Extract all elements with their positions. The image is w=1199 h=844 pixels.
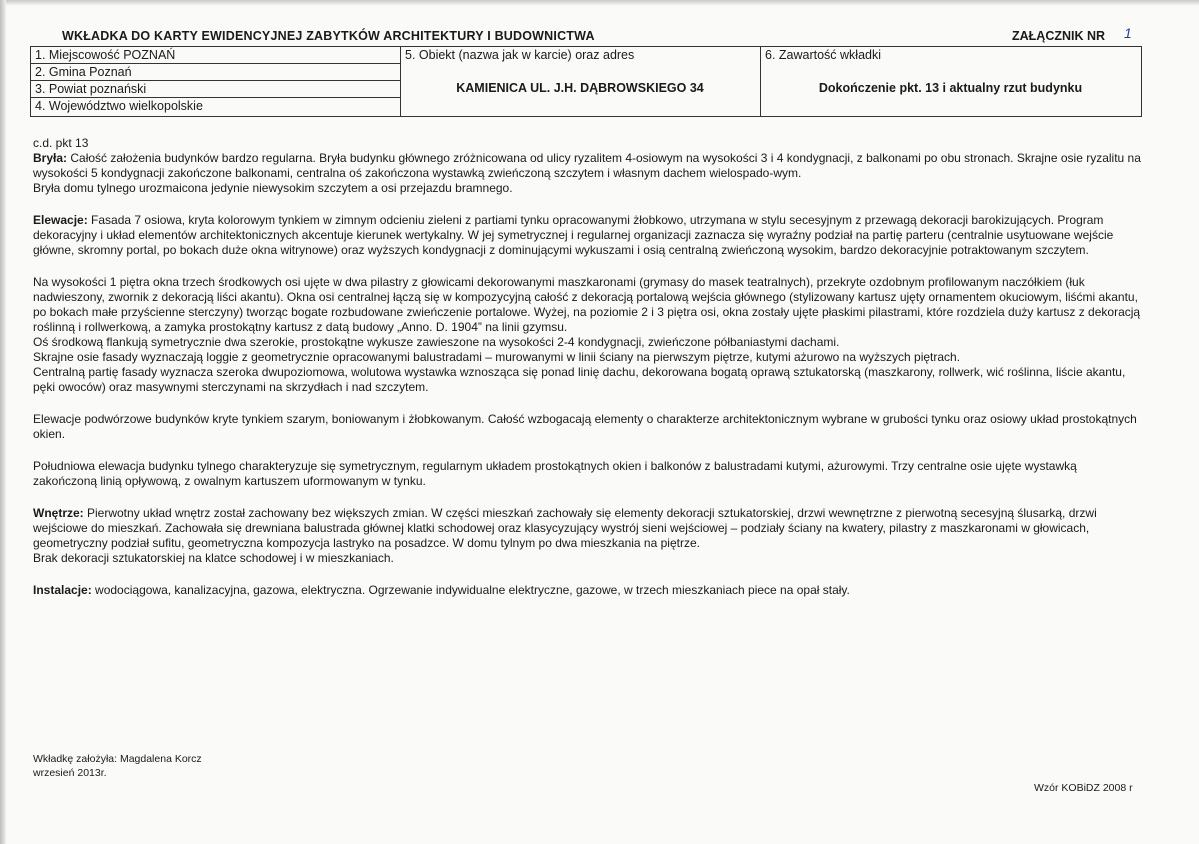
attachment-label: ZAŁĄCZNIK NR [1012,29,1106,43]
elewacje-text: Fasada 7 osiowa, kryta kolorowym tynkiem w zimnym odcieniu zieleni z partiami tynku opracowanymi żłobkowo, utrzymana w stylu secesyjnym z przewagą dekoracji barokizujących. Program dekoracyjny i układ elementów architektonicznych akcentuje kierunek wertykalny. W jej symetrycznej i regularnej organizacji zaznacza się wyraźny podział na partię parteru (centralnie usytuowane wejście główne, skromny portal, po bokach duże okna witrynowe) oraz wyższych kondygnacji z dominującymi wykuszami i osią centralną zwieńczoną wysokim, bardzo dekoracyjnie potraktowanym szczytem. [33,213,1114,257]
instalacje-heading: Instalacje: [33,583,92,597]
object-column [400,47,761,116]
form-table [30,46,1142,117]
footer-date: wrzesień 2013r. [33,767,107,779]
wnetrze-heading: Wnętrze: [33,506,84,520]
scan-edge-shadow [0,0,6,844]
object-label: 5. Obiekt (nazwa jak w karcie) oraz adres [405,48,635,62]
continuation-note: c.d. pkt 13 [33,136,89,150]
central-axis-paragraph: Oś środkową flankują symetrycznie dwa szerokie, prostokątne wykusze zawieszone na wysokości 2-4 kondygnacji, zwieńczone półbaniastymi dachami. [33,335,840,349]
object-value: KAMIENICA UL. J.H. DĄBROWSKIEGO 34 [456,81,704,95]
instalacje-text: wodociągowa, kanalizacyjna, gazowa, elektryczna. Ogrzewanie indywidualne elektryczne, gazowe, w trzech mieszkaniach piece na opał stały. [91,583,850,597]
first-floor-paragraph: Na wysokości 1 piętra okna trzech środkowych osi ujęte w dwa pilastry z głowicami dekorowanymi maszkaronami (grymasy do masek teatralnych), przekryte ozdobnym profilowanym naczółkiem (łuk nadwieszony, zwornik z dekoracją liści akantu). Okna osi centralnej łączą się w kompozycyjną całość z dekoracją portalową wejścia głównego (stylizowany kartusz ujęty ornamentem okuciowym, liśćmi akantu, po bokach małe przyścienne sterczyny) tworząc bogate rozbudowane zwieńczenie portalowe. Wyżej, na poziomie 2 i 3 piętra osi, okna zostały ujęte płaskimi pilastrami, które rozdziela duży kartusz z dekoracją roślinną i rollwerkową, a zamyka prostokątny kartusz z datą budowy „Anno. D. 1904” na linii gzymsu. [33,275,1141,334]
footer-author: Wkładkę założyła: Magdalena Korcz [33,753,202,765]
instalacje-paragraph [33,583,1143,598]
location-row-commune: 2. Gmina Poznań [31,64,400,81]
document-body [33,136,1143,598]
courtyard-elevation-paragraph: Elewacje podwórzowe budynków kryte tynkiem szarym, boniowanym i żłobkowanym. Całość wzbogacają elementy o charakterze architektonicznym wybrane w grubości tynku oraz osiowy układ prostokątnych okien. [33,412,1137,441]
bryla-heading: Bryła: [33,151,68,165]
south-elevation-paragraph: Południowa elewacja budynku tylnego charakteryzuje się symetrycznym, regularnym układem prostokątnych okien i balkonów z balustradami kutymi, ażurowymi. Trzy centralne osie ujęte wystawką zakończoną linią opływową, z owalnym kartuszem uformowanym w tynku. [33,459,1077,488]
bryla-paragraph [33,151,1143,181]
bryla-text: Całość założenia budynków bardzo regularna. Bryła budynku głównego zróżnicowana od ulicy ryzalitem 4-osiowym na wysokości 3 i 4 kondygnacji, z balkonami po obu stronach. Skrajne osie ryzalitu na wysokości 5 kondygnacji zakończone balkonami, centralna oś zakończona wystawką zwieńczoną szczytem i własnym dachem wielospado-wym. [33,151,1141,180]
location-row-county: 3. Powiat poznański [31,81,400,98]
location-row-city: 1. Miejscowość POZNAŃ [31,47,400,64]
scan-top-shadow [0,0,1199,6]
content-label: 6. Zawartość wkładki [765,48,882,62]
wnetrze-paragraph-2: Brak dekoracji sztukatorskiej na klatce schodowej i w mieszkaniach. [33,551,394,565]
location-row-voivodeship: 4. Województwo wielkopolskie [35,99,203,113]
wnetrze-text: Pierwotny układ wnętrz został zachowany bez większych zmian. W części mieszkań zachowały się elementy dekoracji sztukatorskiej, drzwi wewnętrzne z pierwotną secesyjną ślusarką, drzwi wejściowe do mieszkań. Zachowała się drewniana balustrada głównej klatki schodowej oraz klasycyzujący wystrój sieni wejściowej – podziały ściany na kwatery, pilastry z maszkaronami w głowicach, geometryczny podział sufitu, geometryczna kompozycja lastryko na posadzce. W domu tylnym po dwa mieszkania na piętrze. [33,506,1097,550]
attachment-number: 1 [1124,25,1132,41]
elewacje-paragraph [33,213,1143,258]
document-title: WKŁADKA DO KARTY EWIDENCYJNEJ ZABYTKÓW ARCHITEKTURY I BUDOWNICTWA [62,29,595,43]
wnetrze-paragraph [33,506,1143,551]
content-column [760,47,1141,116]
footer-template: Wzór KOBiDZ 2008 r [1034,782,1133,794]
bryla-paragraph-2: Bryła domu tylnego urozmaicona jedynie niewysokim szczytem a osi przejazdu bramnego. [33,181,513,195]
footer-author-block [33,752,202,780]
location-column [31,47,401,116]
content-value: Dokończenie pkt. 13 i aktualny rzut budynku [818,81,1083,95]
outer-axes-paragraph: Skrajne osie fasady wyznaczają loggie z geometrycznie opracowanymi balustradami – murowanymi w linii ściany na pierwszym piętrze, kutymi ażurowo na wyższych piętrach. [33,350,961,364]
central-part-paragraph: Centralną partię fasady wyznacza szeroka dwupoziomowa, wolutowa wystawka wznosząca się ponad linię dachu, dekorowana bogatą oprawą sztukatorską (maszkarony, rollwerk, wić roślinna, liście akantu, pęki owoców) oraz masywnymi sterczynami na skrzydłach i nad szczytem. [33,365,1126,394]
elewacje-heading: Elewacje: [33,213,88,227]
